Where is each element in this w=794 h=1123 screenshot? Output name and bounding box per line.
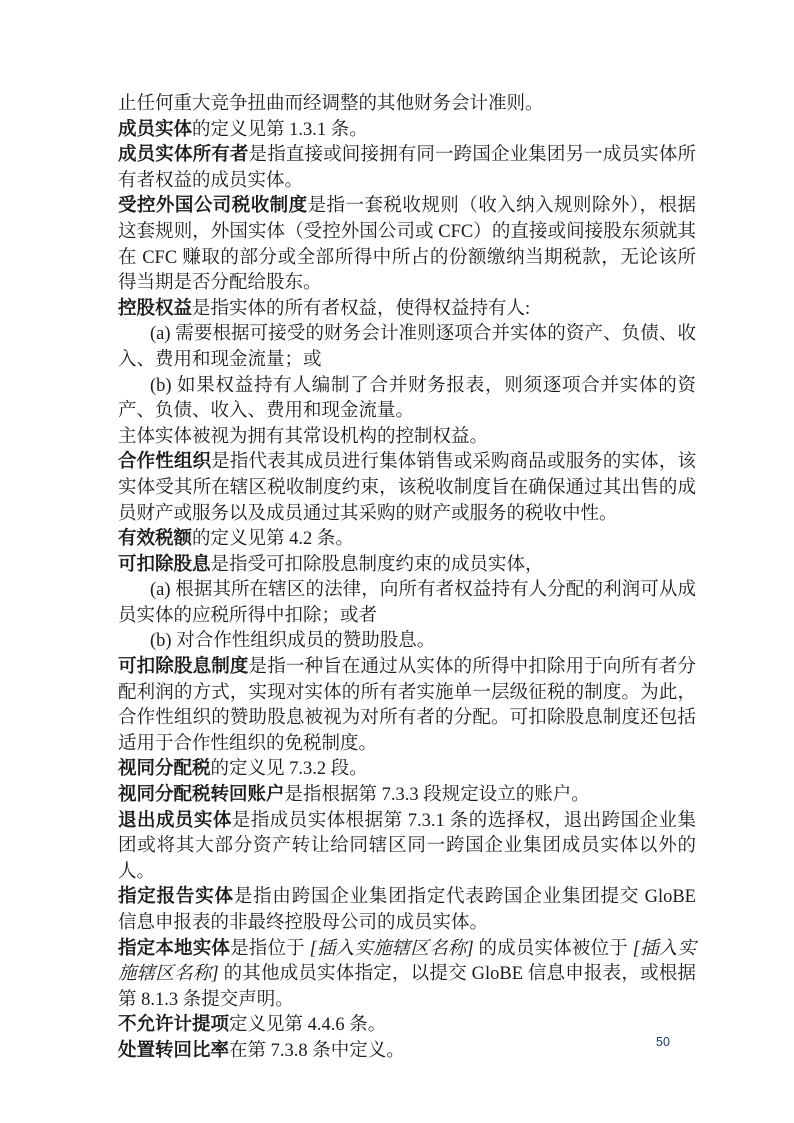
definition-paragraph xyxy=(118,143,696,194)
text-run: (b) 对合作性组织成员的赞助股息。 xyxy=(150,631,436,652)
text-run: 的定义见第 1.3.1 条。 xyxy=(192,119,368,140)
definition-paragraph xyxy=(118,297,696,323)
list-item-paragraph xyxy=(118,629,696,655)
list-item-paragraph xyxy=(118,578,696,629)
text-run: (a) 需要根据可接受的财务会计准则逐项合并实体的资产、负债、收入、费用和现金流量；或 xyxy=(118,324,696,370)
defined-term: 控股权益 xyxy=(118,298,193,319)
definition-paragraph xyxy=(118,92,696,118)
definition-paragraph xyxy=(118,527,696,553)
definition-paragraph xyxy=(118,1013,696,1039)
placeholder-text: [插入实施辖区名称] xyxy=(309,938,474,959)
text-run: 的成员实体被位于 xyxy=(473,938,633,959)
defined-term: 合作性组织 xyxy=(118,452,212,473)
text-run: 的其他成员实体指定，以提交 GloBE 信息申报表，或根据第 8.1.3 条提交声明。 xyxy=(118,964,696,1010)
defined-term: 成员实体 xyxy=(118,119,193,140)
text-run: 是指直接或间接拥有同一跨国企业集团另一成员实体所有者权益的成员实体。 xyxy=(118,145,696,191)
definition-paragraph xyxy=(118,885,696,936)
placeholder-text: [插入实施辖区名称] xyxy=(118,938,696,985)
text-run: 是指根据第 7.3.3 段规定设立的账户。 xyxy=(284,785,590,806)
text-run: 是指位于 xyxy=(230,938,310,959)
text-run: 是指实体的所有者权益，使得权益持有人: xyxy=(192,298,531,319)
defined-term: 指定本地实体 xyxy=(118,938,231,959)
defined-term: 有效税额 xyxy=(118,529,193,550)
defined-term: 可扣除股息制度 xyxy=(118,657,249,678)
text-run: 是指成员实体根据第 7.3.1 条的选择权，退出跨国企业集团或将其大部分资产转让给同辖区同一跨国企业集团成员实体以外的人。 xyxy=(118,810,696,882)
text-run: 止任何重大竞争扭曲而经调整的其他财务会计准则。 xyxy=(118,94,544,114)
text-run: 主体实体被视为拥有其常设机构的控制权益。 xyxy=(118,426,489,447)
text-run: 是指由跨国企业集团指定代表跨国企业集团提交 GloBE 信息申报表的非最终控股母公司的成员实体。 xyxy=(118,887,696,933)
defined-term: 视同分配税 xyxy=(118,759,211,780)
text-run: 的定义见 7.3.2 段。 xyxy=(210,759,368,780)
defined-term: 指定报告实体 xyxy=(118,887,234,908)
defined-term: 视同分配税转回账户 xyxy=(118,785,285,806)
defined-term: 成员实体所有者 xyxy=(118,145,249,166)
list-item-paragraph xyxy=(118,374,696,425)
definition-paragraph xyxy=(118,937,696,1014)
text-run: (b) 如果权益持有人编制了合并财务报表，则须逐项合并实体的资产、负债、收入、费用和现金流量。 xyxy=(118,375,696,422)
definition-paragraph xyxy=(118,757,696,783)
defined-term: 受控外国公司税收制度 xyxy=(118,196,308,217)
definition-paragraph xyxy=(118,118,696,144)
text-run: 是指代表其成员进行集体销售或采购商品或服务的实体，该实体受其所在辖区税收制度约束，该税收制度旨在确保通过其出售的成员财产或服务以及成员通过其采购的财产或服务的税收中性。 xyxy=(118,452,696,524)
text-run: (a) 根据其所在辖区的法律，向所有者权益持有人分配的利润可从成员实体的应税所得中扣除；或者 xyxy=(118,580,696,626)
defined-term: 处置转回比率 xyxy=(118,1040,230,1061)
definition-paragraph xyxy=(118,783,696,809)
text-run: 定义见第 4.4.6 条。 xyxy=(229,1015,387,1036)
definition-paragraph xyxy=(118,425,696,451)
definition-paragraph xyxy=(118,809,696,886)
text-run: 在第 7.3.8 条中定义。 xyxy=(229,1040,405,1061)
text-body xyxy=(118,92,696,1065)
list-item-paragraph xyxy=(118,322,696,373)
text-run: 是指一种旨在通过从实体的所得中扣除用于向所有者分配利润的方式，实现对实体的所有者实施单一层级征税的制度。为此，合作性组织的赞助股息被视为对所有者的分配。可扣除股息制度还包括适用于合作性组织的免税制度。 xyxy=(118,657,696,754)
text-run: 是指受可扣除股息制度约束的成员实体， xyxy=(210,554,544,575)
definition-paragraph xyxy=(118,1039,696,1065)
text-run: 的定义见第 4.2 条。 xyxy=(192,529,354,550)
defined-term: 退出成员实体 xyxy=(118,810,232,831)
page-number: 50 xyxy=(656,1035,670,1049)
definition-paragraph xyxy=(118,194,696,296)
definition-paragraph xyxy=(118,450,696,527)
definition-paragraph xyxy=(118,553,696,579)
text-run: 是指一套税收规则（收入纳入规则除外），根据这套规则，外国实体（受控外国公司或 CFC）的直接或间接股东须就其在 CFC 赚取的部分或全部所得中所占的份额缴纳当期税款，无论该所得当期是否分配给股东。 xyxy=(118,196,696,294)
defined-term: 可扣除股息 xyxy=(118,554,211,575)
defined-term: 不允许计提项 xyxy=(118,1015,230,1036)
definition-paragraph xyxy=(118,655,696,757)
